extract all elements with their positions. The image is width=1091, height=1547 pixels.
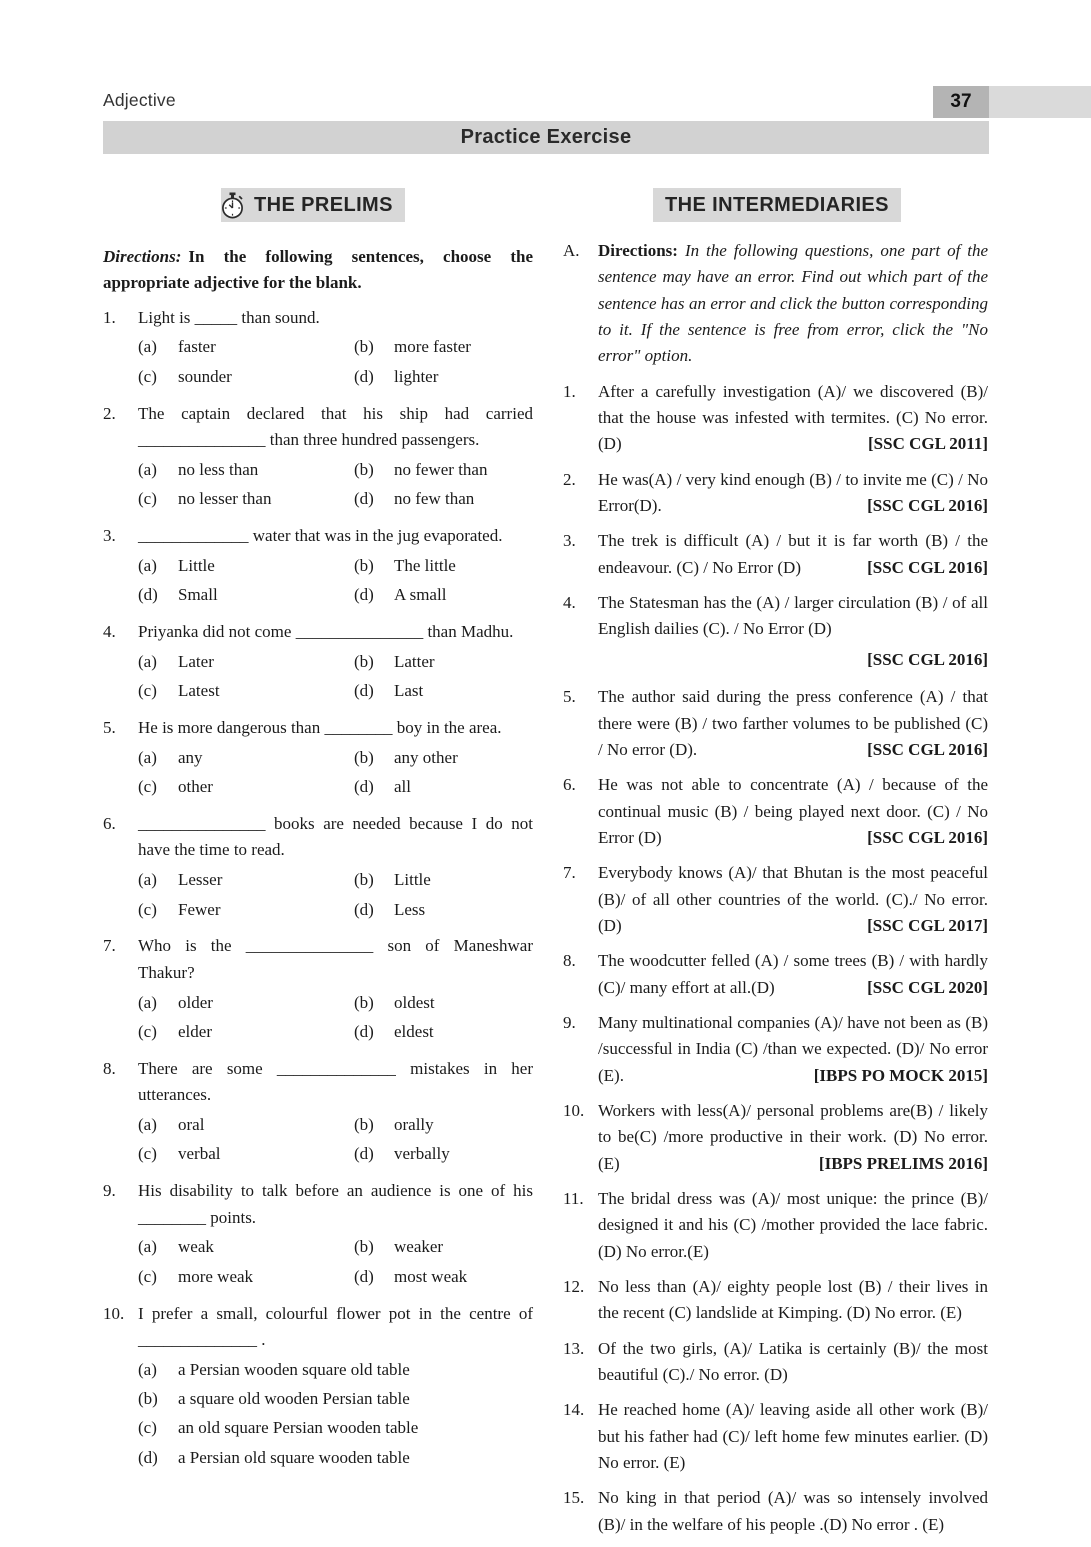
- intermediaries-section: [563, 188, 988, 1547]
- option: [138, 1110, 354, 1139]
- directions-text: In the following questions, one part of the sentence may have an error. Find out which part of the sentence has an error and click the button corresponding to it. If the sentence is free from error, click the "No error" option.: [598, 241, 988, 366]
- option: [354, 485, 533, 514]
- question: [103, 1301, 533, 1473]
- question-text: The author said during the press conference (A) / that there were (B) / two farther volumes to be published (C) / No error (D). [SSC CGL 2016]: [598, 684, 988, 763]
- options-list: [138, 333, 533, 392]
- option-label: (b): [354, 1237, 374, 1257]
- option-text: A small: [394, 585, 447, 605]
- option-label: (b): [354, 1114, 374, 1134]
- option-text: Later: [178, 651, 214, 671]
- option: [138, 1414, 533, 1443]
- question-text: Workers with less(A)/ personal problems are(B) / likely to be(C) /more productive in their work. (D) No error. (E) [IBPS PRELIMS 2016]: [598, 1098, 988, 1177]
- option-text: a square old wooden Persian table: [178, 1389, 410, 1409]
- option-text: a Persian wooden square old table: [178, 1359, 410, 1379]
- options-list: [138, 647, 533, 706]
- prelims-heading-label: THE PRELIMS: [254, 193, 393, 216]
- option: [138, 773, 354, 802]
- question: [103, 715, 533, 802]
- prelims-section: [103, 188, 533, 1482]
- question: [103, 401, 533, 514]
- option-label: (c): [138, 1266, 157, 1286]
- option-label: (b): [354, 555, 374, 575]
- prelims-heading-row: [103, 188, 533, 228]
- question-text: Who is the _______________ son of Maneshwar Thakur?: [138, 936, 533, 982]
- question: [563, 1336, 988, 1389]
- question-number: 3.: [103, 525, 116, 545]
- option-text: Latest: [178, 681, 220, 701]
- question: [103, 523, 533, 610]
- exam-tag: [SSC CGL 2016]: [867, 739, 988, 759]
- option-text: lighter: [394, 366, 439, 386]
- exam-tag: [IBPS PRELIMS 2016]: [818, 1153, 988, 1173]
- option: [138, 895, 354, 924]
- option: [354, 333, 533, 362]
- option-text: other: [178, 777, 213, 797]
- question-number: 7.: [103, 936, 116, 956]
- question-text: He reached home (A)/ leaving aside all other work (B)/ but his father had (C)/ left home few minutes earlier. (D) No error. (E): [598, 1400, 988, 1473]
- question-number: 1.: [103, 307, 116, 327]
- question-text: The woodcutter felled (A) / some trees (B) / with hardly (C)/ many effort at all.(D) [SSC CGL 2020]: [598, 948, 988, 1001]
- question-text: Many multinational companies (A)/ have not been as (B) /successful in India (C) /than we expected. (D)/ No error (E). [IBPS PO MOCK 2015]: [598, 1010, 988, 1089]
- option-label: (d): [138, 585, 158, 605]
- option-text: any: [178, 747, 203, 767]
- question-number: 3.: [563, 531, 576, 551]
- question: [563, 467, 988, 520]
- directions-label: Directions:: [103, 246, 182, 266]
- option: [354, 1140, 533, 1169]
- question-number: 8.: [103, 1058, 116, 1078]
- option: [138, 551, 354, 580]
- question: [563, 379, 988, 458]
- option: [354, 1233, 533, 1262]
- option-label: (c): [138, 1144, 157, 1164]
- question-number: 13.: [563, 1338, 585, 1358]
- question-number: 2.: [103, 403, 116, 423]
- option-label: (d): [354, 777, 374, 797]
- question-number: 5.: [563, 687, 576, 707]
- option-text: Last: [394, 681, 424, 701]
- option: [354, 455, 533, 484]
- option: [138, 1385, 533, 1414]
- question-text: The Statesman has the (A) / larger circulation (B) / of all English dailies (C). / No Error (D): [598, 593, 988, 639]
- option-label: (b): [354, 870, 374, 890]
- option: [138, 1140, 354, 1169]
- intermediaries-question-list: [563, 379, 988, 1538]
- intermediaries-heading-row: [563, 188, 988, 222]
- option-text: The little: [394, 555, 456, 575]
- option-text: Fewer: [178, 899, 221, 919]
- option-label: (c): [138, 777, 157, 797]
- option: [138, 677, 354, 706]
- option-text: Lesser: [178, 870, 223, 890]
- option: [354, 988, 533, 1017]
- option-label: (c): [138, 1021, 157, 1041]
- option-label: (b): [354, 459, 374, 479]
- question: [563, 528, 988, 581]
- question-number: 1.: [563, 381, 576, 401]
- options-list: [138, 988, 533, 1047]
- option-text: weak: [178, 1237, 214, 1257]
- exam-tag: [SSC CGL 2020]: [867, 977, 988, 997]
- option: [138, 1017, 354, 1046]
- question-number: 6.: [563, 775, 576, 795]
- option: [138, 333, 354, 362]
- option-text: Latter: [394, 651, 435, 671]
- chapter-title: Adjective: [103, 90, 176, 110]
- options-list: [138, 551, 533, 610]
- option: [354, 551, 533, 580]
- option-label: (d): [138, 1447, 158, 1467]
- question-number: 5.: [103, 718, 116, 737]
- option-text: more weak: [178, 1266, 254, 1286]
- question-text: There are some ______________ mistakes in her utterances.: [138, 1058, 533, 1105]
- stopwatch-icon: [219, 191, 246, 220]
- question: [563, 684, 988, 763]
- option-text: oral: [178, 1114, 205, 1134]
- question-number: 10.: [563, 1100, 585, 1120]
- question-text: No less than (A)/ eighty people lost (B) / their lives in the recent (C) landslide at Kimping. (D) No error. (E): [598, 1277, 988, 1323]
- question: [563, 772, 988, 851]
- option: [354, 866, 533, 895]
- question: [103, 811, 533, 924]
- option-text: Little: [178, 555, 215, 575]
- option-label: (d): [354, 585, 374, 605]
- options-list: [138, 1110, 533, 1169]
- question: [563, 1010, 988, 1089]
- option-label: (a): [138, 459, 157, 479]
- intermediaries-heading-label: THE INTERMEDIARIES: [665, 193, 889, 216]
- option-label: (a): [138, 870, 157, 890]
- directions-text: In the following sentences, choose the appropriate adjective for the blank.: [103, 246, 533, 293]
- question-number: 2.: [563, 469, 576, 489]
- question: [563, 948, 988, 1001]
- option-label: (b): [138, 1389, 158, 1409]
- option-label: (d): [354, 1144, 374, 1164]
- option: [138, 362, 354, 391]
- question-text: He was(A) / very kind enough (B) / to invite me (C) / No Error(D). [SSC CGL 2016]: [598, 467, 988, 520]
- option: [138, 485, 354, 514]
- option-text: no fewer than: [394, 459, 488, 479]
- question: [103, 933, 533, 1046]
- option: [138, 647, 354, 676]
- question-text: Light is _____ than sound.: [138, 307, 320, 327]
- option-label: (d): [354, 489, 374, 509]
- question-text: His disability to talk before an audience is one of his ________ points.: [138, 1181, 533, 1227]
- option-text: elder: [178, 1021, 212, 1041]
- option-label: (c): [138, 899, 157, 919]
- practice-exercise-bar: Practice Exercise: [103, 121, 989, 154]
- question-number: 9.: [103, 1181, 116, 1201]
- option: [138, 1443, 533, 1472]
- option-text: any other: [394, 747, 458, 767]
- question-number: 11.: [563, 1189, 584, 1208]
- question-text: Everybody knows (A)/ that Bhutan is the most peaceful (B)/ of all other countries of the world. (C)./ No error. (D) [SSC CGL 2017]: [598, 860, 988, 939]
- option-label: (c): [138, 366, 157, 386]
- options-list: [138, 866, 533, 925]
- option-label: (b): [354, 992, 374, 1012]
- question-number: 8.: [563, 951, 576, 971]
- option: [354, 362, 533, 391]
- options-list: [138, 1355, 533, 1472]
- option-text: faster: [178, 337, 216, 357]
- option-text: no few than: [394, 489, 475, 509]
- option-label: (d): [354, 1266, 374, 1286]
- option-text: Small: [178, 585, 218, 605]
- question: [563, 1485, 988, 1538]
- question: [563, 1098, 988, 1177]
- option-text: a Persian old square wooden table: [178, 1447, 410, 1467]
- option-text: orally: [394, 1114, 434, 1134]
- option-text: all: [394, 777, 411, 797]
- question: [103, 305, 533, 392]
- option-label: (c): [138, 681, 157, 701]
- question: [563, 860, 988, 939]
- option-text: no lesser than: [178, 489, 272, 509]
- question-number: 4.: [563, 593, 576, 613]
- option-text: an old square Persian wooden table: [178, 1418, 419, 1438]
- question-text: The captain declared that his ship had carried _______________ than three hundred passengers.: [138, 403, 533, 449]
- prelims-heading: [221, 188, 405, 222]
- exam-tag: [SSC CGL 2016]: [867, 649, 988, 669]
- option: [354, 647, 533, 676]
- question-text: The trek is difficult (A) / but it is far worth (B) / the endeavour. (C) / No Error (D) [SSC CGL 2016]: [598, 528, 988, 581]
- option-label: (a): [138, 337, 157, 357]
- option: [138, 1233, 354, 1262]
- exam-tag: [SSC CGL 2016]: [867, 557, 988, 577]
- question: [563, 1274, 988, 1327]
- option-text: most weak: [394, 1266, 468, 1286]
- option-label: (a): [138, 1114, 157, 1134]
- option: [354, 581, 533, 610]
- option-text: more faster: [394, 337, 471, 357]
- option-label: (b): [354, 747, 374, 767]
- option-text: weaker: [394, 1237, 444, 1257]
- option: [354, 1262, 533, 1291]
- option-label: (c): [138, 1418, 157, 1438]
- option-label: (d): [354, 681, 374, 701]
- option-label: (a): [138, 747, 157, 767]
- option: [138, 866, 354, 895]
- question-text: _____________ water that was in the jug evaporated.: [138, 525, 503, 545]
- option-label: (a): [138, 1237, 157, 1257]
- question: [563, 590, 988, 675]
- question-text: He was not able to concentrate (A) / because of the continual music (B) / being played next door. (C) / No Error (D) [SSC CGL 2016]: [598, 772, 988, 851]
- option: [354, 1017, 533, 1046]
- option: [354, 895, 533, 924]
- option-label: (a): [138, 555, 157, 575]
- option: [354, 743, 533, 772]
- question-text: _______________ books are needed because I do not have the time to read.: [138, 814, 533, 860]
- question: [103, 1178, 533, 1291]
- question: [563, 1397, 988, 1476]
- option-text: Little: [394, 870, 431, 890]
- option-text: verbal: [178, 1144, 221, 1164]
- prelims-directions: [103, 244, 533, 297]
- option-text: older: [178, 992, 213, 1012]
- options-list: [138, 743, 533, 802]
- question-number: 15.: [563, 1488, 585, 1508]
- question: [103, 619, 533, 706]
- option: [138, 581, 354, 610]
- directions-label: Directions:: [598, 241, 678, 260]
- question-number: 4.: [103, 621, 116, 641]
- option: [354, 677, 533, 706]
- question-number: 12.: [563, 1277, 585, 1297]
- question-text: The bridal dress was (A)/ most unique: the prince (B)/ designed it and his (C) /mother provided the lace fabric. (D) No error.(E): [598, 1189, 988, 1261]
- option: [138, 743, 354, 772]
- options-list: [138, 1233, 533, 1292]
- option: [354, 773, 533, 802]
- option-label: (d): [354, 366, 374, 386]
- question-number: 6.: [103, 814, 116, 834]
- option-label: (a): [138, 992, 157, 1012]
- exam-tag: [IBPS PO MOCK 2015]: [813, 1065, 988, 1085]
- question-text: He is more dangerous than ________ boy in the area.: [138, 718, 502, 737]
- option: [354, 1110, 533, 1139]
- intermediaries-directions: [563, 238, 988, 370]
- question: [563, 1186, 988, 1265]
- exam-tag: [SSC CGL 2016]: [867, 827, 988, 847]
- prelims-question-list: [103, 305, 533, 1473]
- option-text: verbally: [394, 1144, 450, 1164]
- section-label: A.: [563, 241, 580, 260]
- question-number: 10.: [103, 1303, 125, 1323]
- option-label: (d): [354, 899, 374, 919]
- option-text: no less than: [178, 459, 259, 479]
- question-text: After a carefully investigation (A)/ we discovered (B)/ that the house was infested with termites. (C) No error. (D) [SSC CGL 2011]: [598, 379, 988, 458]
- options-list: [138, 455, 533, 514]
- question-text: Of the two girls, (A)/ Latika is certainly (B)/ the most beautiful (C)./ No error. (D): [598, 1338, 988, 1385]
- option-text: Less: [394, 899, 426, 919]
- question-number: 7.: [563, 863, 576, 883]
- option: [138, 455, 354, 484]
- question-number: 9.: [563, 1012, 576, 1032]
- intermediaries-heading: [653, 188, 901, 222]
- question: [103, 1056, 533, 1169]
- question-text: No king in that period (A)/ was so intensely involved (B)/ in the welfare of his people .(D) No error . (E): [598, 1488, 988, 1534]
- exam-tag: [SSC CGL 2017]: [867, 915, 988, 935]
- option-label: (b): [354, 337, 374, 357]
- option-label: (d): [354, 1021, 374, 1041]
- option-label: (a): [138, 1359, 157, 1379]
- option-label: (c): [138, 489, 157, 509]
- exam-tag: [SSC CGL 2016]: [867, 496, 988, 516]
- page-number: 37: [933, 86, 989, 118]
- page-number-tail-bar: [989, 86, 1091, 118]
- option-label: (a): [138, 651, 157, 671]
- option-text: eldest: [394, 1021, 434, 1041]
- option-text: oldest: [394, 992, 435, 1012]
- option: [138, 1355, 533, 1384]
- exam-tag: [SSC CGL 2011]: [868, 434, 988, 454]
- question-text: Priyanka did not come _______________ than Madhu.: [138, 621, 514, 641]
- question-number: 14.: [563, 1400, 585, 1420]
- option-label: (b): [354, 651, 374, 671]
- option: [138, 1262, 354, 1291]
- question-text: I prefer a small, colourful flower pot in the centre of ______________ .: [138, 1303, 533, 1349]
- option-text: sounder: [178, 366, 232, 386]
- option: [138, 988, 354, 1017]
